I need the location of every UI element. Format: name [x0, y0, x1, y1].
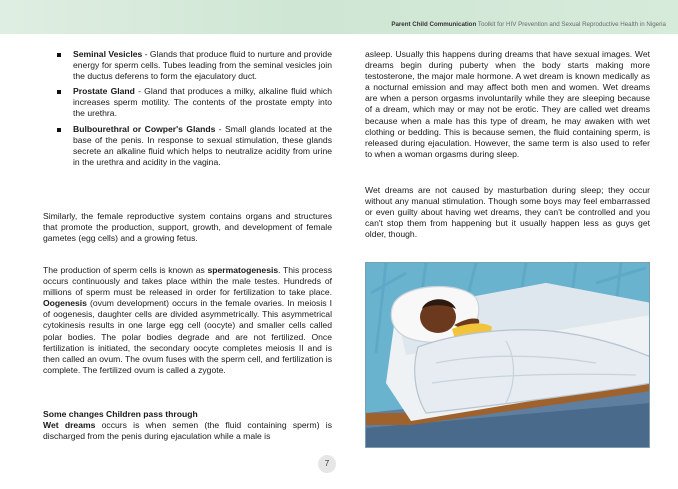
- section-heading: Some changes Children pass through: [43, 409, 198, 419]
- bullet-square-icon: [57, 90, 61, 94]
- wet-dreams-paragraph: [43, 420, 332, 442]
- wet-dreams-continued-paragraph: asleep. Usually this happens during dreams that have sexual images. Wet dreams begin during puberty when the body starts making more testosterone, the major male hormone. A wet dream is known medically as a nocturnal emission and may affect both men and women. Wet dreams are when a person orgasms involuntarily while they are sleeping because of a dream, which may or may not be erotic. They are called wet dreams because when a male has this type of dream, he may awaken with wet clothing or bedding. This is because semen, the fluid containing sperm, is released during ejaculation. However, the same term is also used to refer to when a woman orgasms during sleep.: [365, 49, 650, 159]
- wet-dreams-causes-paragraph: Wet dreams are not caused by masturbation during sleep; they occur without any manual stimulation. Though some boys may feel embarrassed or even guilty about having wet dreams, they can't be controlled and you can't stop them from happening but it usually happen less as guys get older, though.: [365, 185, 650, 240]
- female-system-paragraph: Similarly, the female reproductive system contains organs and structures that promote the production, support, growth, and development of female gametes (egg cells) and a growing fetus.: [43, 211, 332, 244]
- running-header-rest: Toolkit for HIV Prevention and Sexual Reproductive Health in Nigeria: [476, 21, 666, 28]
- bullet-square-icon: [57, 53, 61, 57]
- bullet-item: [56, 86, 332, 119]
- bullet-text: - Gland that produces a milky, alkaline fluid which increases sperm motility. The contents of the prostate empty into the urethra.: [73, 86, 332, 119]
- running-header-bold: Parent Child Communication: [391, 21, 477, 28]
- bullet-term: Prostate Gland: [73, 86, 135, 97]
- bullet-square-icon: [57, 128, 61, 132]
- sleeping-boy-drawing: [366, 263, 650, 448]
- bullet-text: - Small glands located at the base of the penis. In response to sexual stimulation, these glands secrete an alkaline fluid which helps to neutralize acidity from urine in the urethra and acidity in the vagina.: [73, 123, 333, 167]
- running-header: [391, 21, 666, 28]
- text-run: . This process occurs continuously and takes place within the male testes. Hundreds of millions of sperm must be released in order for fertilization to take place.: [43, 265, 332, 298]
- sleeping-boy-illustration: [365, 262, 650, 448]
- text-run: (ovum development) occurs in the female ovaries. In meiosis I of oogenesis, daughter cells are divided asymmetrically. This asymmetrical cytokinesis results in one large egg cell (oocyte) and smaller cells called polar bodies. The polar bodies degrade and are not fertilized. Once fertilization is initiated, the secondary oocyte completes meiosis II and is then called an ovum. The ovum fuses with the sperm cell, and fertilization is complete. The fertilized ovum is called a zygote.: [43, 298, 332, 375]
- bullet-term: Bulbourethral or Cowper's Glands: [73, 123, 216, 134]
- term-oogenesis: Oogenesis: [43, 298, 87, 309]
- bullet-item: [56, 124, 332, 168]
- bullet-text: - Glands that produce fluid to nurture and provide energy for sperm cells. Tubes leading from the seminal vesicles join the ductus deferens to form the ejaculatory duct.: [73, 49, 332, 82]
- term-spermatogenesis: spermatogenesis: [207, 265, 279, 275]
- gland-bullet-list: [56, 49, 332, 172]
- page-number: 7: [318, 455, 336, 473]
- bullet-item: [56, 49, 332, 82]
- text-run: The production of sperm cells is known as: [43, 265, 208, 275]
- term-wet-dreams: Wet dreams: [43, 420, 96, 430]
- text-run: occurs is when semen (the fluid containing sperm) is discharged from the penis during ejaculation while a male is: [43, 420, 332, 442]
- gametogenesis-paragraph: [43, 265, 332, 376]
- bullet-term: Seminal Vesicles: [73, 49, 143, 59]
- header-band: [0, 0, 678, 34]
